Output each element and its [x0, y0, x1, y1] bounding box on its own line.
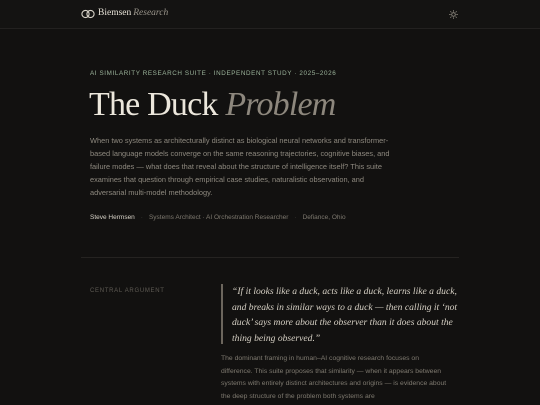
section-divider [81, 257, 459, 258]
intro-paragraph: When two systems as architecturally distinct as biological neural networks and transformer-based language models converge on the same reasoning trajectories, cognitive biases, and failure modes — what does that reveal about the structure of intelligence itself? This suite examines that question through empirical case studies, naturalistic observation, and adversarial multi-model methodology. [90, 136, 390, 197]
infinity-rings-icon[interactable] [81, 9, 95, 19]
author-role: Systems Architect · AI Orchestration Researcher [148, 214, 289, 221]
author-location: Defiance, Ohio [302, 214, 346, 221]
brand-suffix: Research [133, 8, 169, 18]
page-title [89, 86, 336, 124]
brand-logo[interactable] [98, 8, 168, 18]
brand-name: Biemsen [98, 8, 132, 18]
argument-paragraph: The dominant framing in human–AI cognitive research focuses on difference. This suite proposes that similarity — when it appears between systems with entirely distinct architectures and origins — is evidence about the deep structure of the problem both systems are [221, 355, 447, 400]
author-byline [90, 214, 346, 221]
eyebrow-label: AI SIMILARITY RESEARCH SUITE · INDEPENDENT STUDY · 2025–2026 [90, 70, 337, 77]
author-name: Steve Hermsen [90, 214, 135, 221]
title-main: The Duck [89, 86, 218, 123]
site-header [0, 0, 540, 29]
section-label: CENTRAL ARGUMENT [90, 288, 165, 294]
title-accent: Problem [225, 86, 336, 123]
pull-quote: “If it looks like a duck, acts like a duck, learns like a duck, and breaks in similar ways to a duck — then calling it ‘not duck’ says more about the observer than it does about the thing being observed.” [232, 286, 458, 344]
quote-rule [221, 284, 223, 344]
sun-icon [449, 10, 458, 19]
byline-separator: · [294, 214, 297, 221]
theme-toggle-button[interactable] [446, 7, 460, 21]
byline-separator: · [140, 214, 143, 221]
